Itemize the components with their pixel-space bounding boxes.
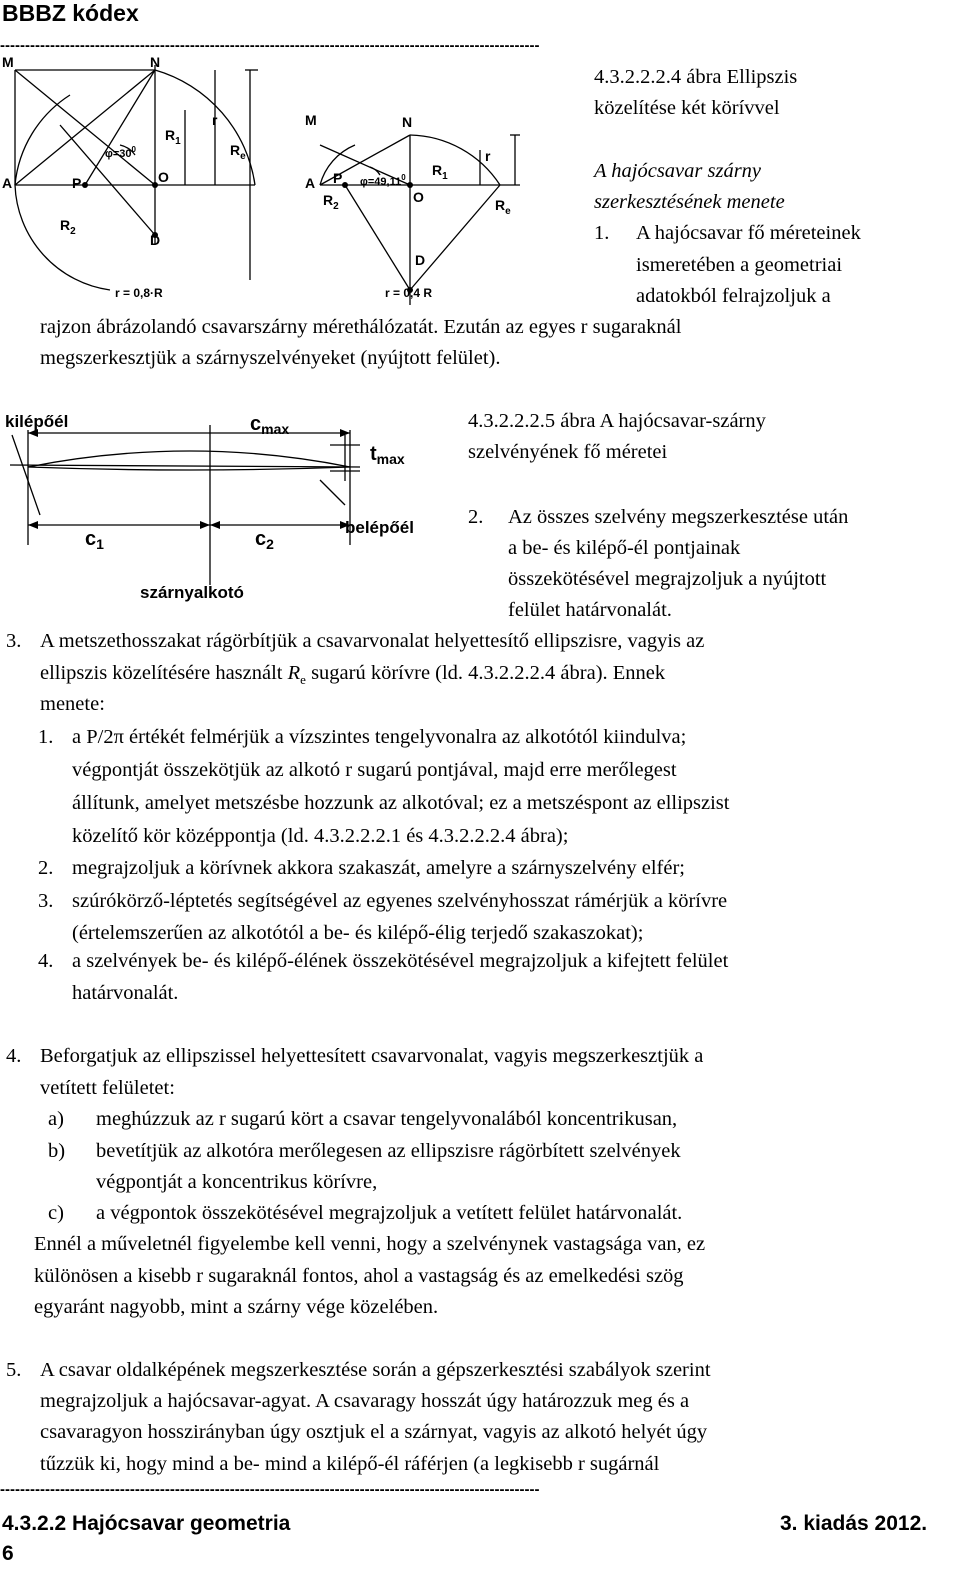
step1-line5: megszerkesztjük a szárnyszelvényeket (nyújtott felület). [40, 347, 501, 369]
substep1-line1: a P/2π értékét felmérjük a vízszintes tengelyvonalra az alkotótól kiindulva; [72, 726, 687, 748]
label-r-right: r [485, 148, 491, 164]
substep1-number: 1. [38, 726, 54, 748]
step5-line2: megrajzoljuk a hajócsavar-agyat. A csavaragy hosszát úgy határozzuk meg és a [40, 1390, 690, 1412]
step2-number: 2. [468, 506, 484, 528]
point-D-right: D [415, 252, 426, 268]
step4-line1: Beforgatjuk az ellipszissel helyettesített csavarvonalat, vagyis megszerkesztjük a [40, 1045, 704, 1067]
step3-line1: A metszethosszakat rágörbítjük a csavarvonalat helyettesítő ellipszisre, vagyis az [40, 630, 705, 652]
r-ratio-right: r = 0,4 R [385, 286, 433, 300]
step5-line4: tűzzük ki, hogy mind a be- mind a kilépő-él ráférjen (a legkisebb r sugárnál [40, 1453, 660, 1475]
point-P-right: P [333, 170, 343, 186]
step4-note-line3: egyaránt nagyobb, mint a szárny vége közelében. [34, 1296, 439, 1318]
step4b-label: b) [48, 1140, 66, 1162]
substep1-line4: közelítő kör középpontja (ld. 4.3.2.2.2.1 és 4.3.2.2.2.4 ábra); [72, 825, 569, 847]
step4a-label: a) [48, 1108, 64, 1130]
step4a-line1: meghúzzuk az r sugarú kört a csavar tengelyvonalából koncentrikusan, [96, 1108, 678, 1130]
label-R2-right: $R_2$ [323, 192, 339, 212]
step4-note-line1: Ennél a műveletnél figyelembe kell venni, hogy a szelvénynek vastagsága van, ez [34, 1233, 706, 1255]
step5-line3: csavaragyon hosszirányban úgy osztjuk el a szárnyat, vagyis az alkotó helyét úgy [40, 1421, 708, 1443]
step1-line1: A hajócsavar fő méreteinek [636, 222, 861, 244]
step1-line2: ismeretében a geometriai [636, 254, 843, 276]
step3-number: 3. [6, 630, 22, 652]
point-N-left: N [150, 55, 161, 70]
step2-line4: felület határvonalát. [508, 599, 672, 621]
point-N-right: N [402, 114, 413, 130]
substep4-line2: határvonalát. [72, 982, 179, 1004]
label-Re-right: $R_e$ [495, 197, 511, 217]
footer-divider: ------------------------------------------------------------------------------------------------------------ [0, 1482, 540, 1498]
footer-edition: 3. kiadás 2012. [780, 1512, 928, 1535]
step1-line3: adatokból felrajzoljuk a [636, 285, 831, 307]
point-A-left: A [2, 175, 13, 191]
point-A-right: A [305, 175, 316, 191]
substep1-line2: végpontját összekötjük az alkotó r sugarú pontjával, majd erre merőlegest [72, 759, 677, 781]
page-number: 6 [2, 1542, 14, 1565]
substep3-line2: (értelemszerűen az alkotótól a be- és kilépő-élig terjedő szakaszokat); [72, 922, 644, 944]
step2-line2: a be- és kilépő-él pontjainak [508, 537, 741, 559]
blade-section-figure [0, 405, 430, 615]
step3-line3: menete: [40, 693, 105, 715]
leading-edge-label: belépőél [345, 518, 414, 537]
c1-label: $c_1$ [85, 528, 104, 552]
label-R2-left: $R_2$ [60, 217, 76, 237]
substep3-line1: szúrókörző-léptetés segítségével az egyenes szelvényhosszat rámérjük a körívre [72, 890, 728, 912]
point-D-left: D [150, 232, 161, 248]
point-M-left: M [2, 55, 14, 70]
blade-generator-label: szárnyalkotó [140, 583, 244, 602]
figure-caption-blade-section: 4.3.2.2.2.5 ábra A hajócsavar-szárny szelvényének fő méretei [468, 410, 766, 463]
step4c-line1: a végpontok összekötésével megrajzoljuk a vetített felület határvonalát. [96, 1202, 683, 1224]
tmax-label: $t_{max}$ [370, 443, 405, 467]
substep3-number: 3. [38, 890, 54, 912]
footer-chapter: 4.3.2.2 Hajócsavar geometria [2, 1512, 291, 1535]
substep4-number: 4. [38, 950, 54, 972]
point-M-right: M [305, 112, 317, 128]
step2-line3: összekötésével megrajzoljuk a nyújtott [508, 568, 827, 590]
cmax-label: $c_{max}$ [250, 413, 290, 437]
figure-caption-ellipse: 4.3.2.2.2.4 ábra Ellipszis közelítése két körívvel [594, 66, 798, 119]
substep1-line3: állítunk, amelyet metszésbe hozzunk az alkotóval; ez a metszéspont az ellipszist [72, 792, 730, 814]
point-P-left: P [72, 175, 82, 191]
step1-number: 1. [594, 222, 610, 244]
label-r-left: r [212, 112, 218, 128]
r-ratio-left: r = 0,8·R [115, 286, 163, 300]
step1-line4: rajzon ábrázolandó csavarszárny mérethálózatát. Ezután az egyes r sugaraknál [40, 316, 682, 338]
point-O-left: O [158, 169, 169, 185]
step3-line2: ellipszis közelítésére használt $R_e$ sugarú körívre (ld. 4.3.2.2.2.4 ábra). Ennek [40, 662, 666, 688]
point-O-right: O [413, 189, 424, 205]
step4b-line2: végpontját a koncentrikus körívre, [96, 1171, 378, 1193]
angle-label-left: $\varphi=30^0$ [105, 145, 136, 160]
step4b-line1: bevetítjük az alkotóra merőlegesen az ellipszisre rágörbített szelvények [96, 1140, 681, 1162]
trailing-edge-label: kilépőél [5, 412, 69, 431]
step4-line2: vetített felületet: [40, 1077, 175, 1099]
ellipse-approximation-figure [0, 55, 560, 305]
step4c-label: c) [48, 1202, 64, 1224]
label-Re-left: $R_e$ [230, 142, 246, 162]
step2-line1: Az összes szelvény megszerkesztése után [508, 506, 849, 528]
step5-number: 5. [6, 1359, 22, 1381]
c2-label: $c_2$ [255, 528, 274, 552]
section-title: A hajócsavar szárny szerkesztésének menete [594, 160, 785, 213]
substep2-line1: megrajzoljuk a körívnek akkora szakaszát, amelyre a szárnyszelvény elfér; [72, 857, 685, 879]
step4-number: 4. [6, 1045, 22, 1067]
label-R1-right: $R_1$ [432, 162, 448, 182]
header-divider: ------------------------------------------------------------------------------------------------------------ [0, 38, 540, 54]
document-header-title: BBBZ kódex [2, 0, 139, 26]
label-R1-left: $R_1$ [165, 127, 181, 147]
step4-note-line2: különösen a kisebb r sugaraknál fontos, ahol a vastagság és az emelkedési szög [34, 1265, 684, 1287]
substep2-number: 2. [38, 857, 54, 879]
substep4-line1: a szelvények be- és kilépő-élének összekötésével megrajzoljuk a kifejtett felület [72, 950, 729, 972]
step5-line1: A csavar oldalképének megszerkesztése során a gépszerkesztési szabályok szerint [40, 1359, 711, 1381]
angle-label-right: $\varphi=49,11^0$ [360, 173, 406, 188]
